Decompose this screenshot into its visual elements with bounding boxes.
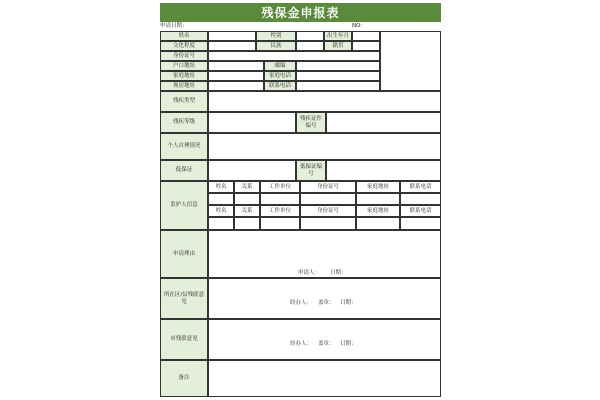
low-income-field[interactable] bbox=[208, 160, 296, 181]
guardian-header-cell: 联系电话 bbox=[400, 181, 441, 193]
id-number-label: 身份证号 bbox=[160, 51, 208, 61]
current-address-field[interactable] bbox=[208, 81, 264, 91]
guardian-input-cell[interactable] bbox=[356, 193, 400, 205]
guardian-header-cell: 身份证号 bbox=[300, 205, 356, 217]
guardian-label: 监护人信息 bbox=[160, 181, 208, 230]
guardian-header-cell: 姓名 bbox=[208, 181, 234, 193]
id-number-field[interactable] bbox=[208, 51, 380, 61]
number-label: NO： bbox=[352, 23, 366, 29]
guardian-table bbox=[208, 181, 441, 230]
guardian-input-cell[interactable] bbox=[260, 217, 300, 230]
hukou-label: 户口地址 bbox=[160, 61, 208, 71]
name-field[interactable] bbox=[208, 31, 256, 41]
guardian-input-cell[interactable] bbox=[234, 193, 260, 205]
guardian-input-cell[interactable] bbox=[208, 193, 234, 205]
birth-label: 出生年月 bbox=[324, 31, 352, 41]
disability-level-field[interactable] bbox=[208, 112, 296, 133]
guardian-input-cell[interactable] bbox=[300, 217, 356, 230]
name-label: 姓名 bbox=[160, 31, 208, 41]
low-income-number-label: 低保证编号 bbox=[296, 160, 326, 181]
current-address-label: 现居地址 bbox=[160, 81, 208, 91]
district-opinion-label: 所在区/县残联意见 bbox=[160, 278, 208, 319]
city-opinion-label: 市残联意见 bbox=[160, 319, 208, 360]
postcode-field[interactable] bbox=[296, 61, 380, 71]
guardian-header-cell: 工作单位 bbox=[260, 205, 300, 217]
origin-label: 籍贯 bbox=[324, 41, 352, 51]
city-date-label: 日期： bbox=[340, 341, 357, 347]
education-field[interactable] bbox=[208, 41, 256, 51]
form-title: 残保金申报表 bbox=[160, 3, 441, 22]
apply-date-label: 申请日期： bbox=[160, 23, 188, 29]
remark-field[interactable] bbox=[208, 360, 441, 397]
home-address-field[interactable] bbox=[208, 71, 264, 81]
low-income-number-field[interactable] bbox=[326, 160, 441, 181]
gender-label: 性别 bbox=[256, 31, 296, 41]
reason-field[interactable] bbox=[208, 230, 441, 278]
gender-field[interactable] bbox=[296, 31, 324, 41]
guardian-input-cell[interactable] bbox=[234, 217, 260, 230]
guardian-header-cell: 姓名 bbox=[208, 205, 234, 217]
guardian-input-cell[interactable] bbox=[208, 217, 234, 230]
district-opinion-field[interactable] bbox=[208, 278, 441, 319]
origin-field[interactable] bbox=[352, 41, 380, 51]
postcode-label: 邮编 bbox=[264, 61, 296, 71]
reason-label: 申请理由 bbox=[160, 230, 208, 278]
self-care-field[interactable] bbox=[208, 133, 441, 160]
city-opinion-field[interactable] bbox=[208, 319, 441, 360]
self-care-label: 个人自理情况 bbox=[160, 133, 208, 160]
ethnic-label: 民族 bbox=[256, 41, 296, 51]
disability-type-field[interactable] bbox=[208, 91, 441, 112]
city-handler-label: 经办人： bbox=[290, 341, 313, 347]
contact-phone-label: 联系电话 bbox=[264, 81, 296, 91]
disability-level-label: 残疾等级 bbox=[160, 112, 208, 133]
photo-box[interactable] bbox=[380, 31, 441, 91]
disability-cert-field[interactable] bbox=[326, 112, 441, 133]
hukou-field[interactable] bbox=[208, 61, 264, 71]
education-label: 文化程度 bbox=[160, 41, 208, 51]
city-stamp-label: 盖章： bbox=[318, 341, 335, 347]
guardian-input-cell[interactable] bbox=[400, 217, 441, 230]
home-phone-field[interactable] bbox=[296, 71, 380, 81]
district-stamp-label: 盖章： bbox=[318, 300, 335, 306]
guardian-input-cell[interactable] bbox=[260, 193, 300, 205]
guardian-input-cell[interactable] bbox=[356, 217, 400, 230]
guardian-input-cell[interactable] bbox=[400, 193, 441, 205]
district-handler-label: 经办人： bbox=[290, 300, 313, 306]
guardian-header-cell: 身份证号 bbox=[300, 181, 356, 193]
guardian-input-cell[interactable] bbox=[300, 193, 356, 205]
home-address-label: 家庭地址 bbox=[160, 71, 208, 81]
guardian-header-cell: 家庭地址 bbox=[356, 205, 400, 217]
contact-phone-field[interactable] bbox=[296, 81, 380, 91]
guardian-header-cell: 工作单位 bbox=[260, 181, 300, 193]
disability-cert-label: 残疾证件编号 bbox=[296, 112, 326, 133]
guardian-header-cell: 关系 bbox=[234, 181, 260, 193]
guardian-header-cell: 家庭地址 bbox=[356, 181, 400, 193]
guardian-header-cell: 联系电话 bbox=[400, 205, 441, 217]
district-date-label: 日期： bbox=[340, 300, 357, 306]
applicant-date-label: 日期： bbox=[330, 270, 347, 276]
home-phone-label: 家庭电话 bbox=[264, 71, 296, 81]
applicant-label: 申请人： bbox=[298, 270, 321, 276]
guardian-header-cell: 关系 bbox=[234, 205, 260, 217]
disability-type-label: 残疾类型 bbox=[160, 91, 208, 112]
low-income-label: 低保证 bbox=[160, 160, 208, 181]
birth-field[interactable] bbox=[352, 31, 380, 41]
remark-label: 备注 bbox=[160, 360, 208, 397]
ethnic-field[interactable] bbox=[296, 41, 324, 51]
